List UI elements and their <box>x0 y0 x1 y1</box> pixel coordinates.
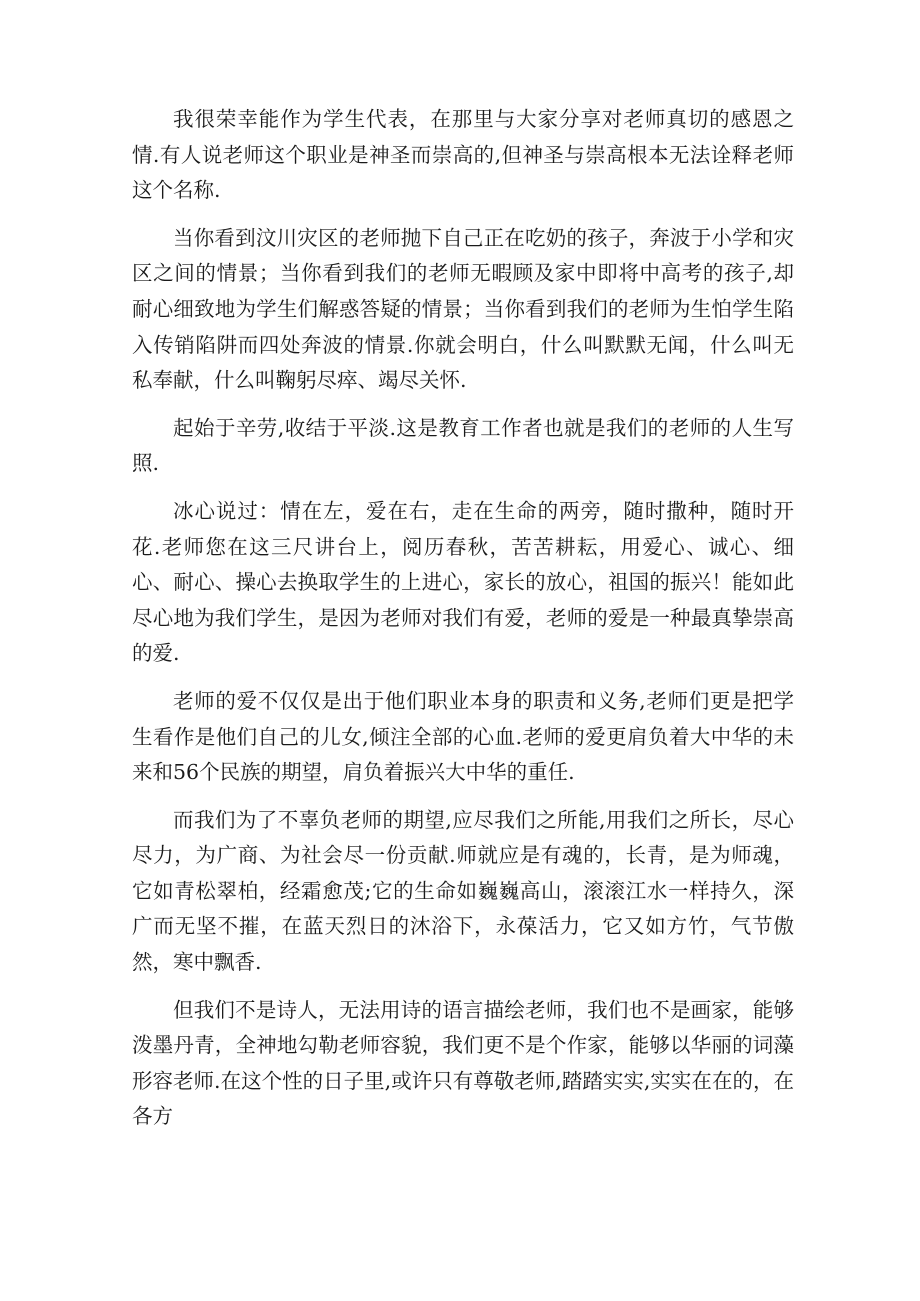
paragraph-6: 而我们为了不辜负老师的期望,应尽我们之所能,用我们之所长，尽心尽力，为广商、为社会尽一份贡献.师就应是有魂的，长青，是为师魂，它如青松翠柏，经霜愈茂;它的生命如巍巍高山，滚滚江水一样持久，深广而无坚不摧，在蓝天烈日的沐浴下，永葆活力，它又如方竹，气节傲然，寒中飘香. <box>132 807 794 975</box>
paragraph-4: 冰心说过：情在左，爱在右，走在生命的两旁，随时撒种，随时开花.老师您在这三尺讲台上，阅历春秋，苦苦耕耘，用爱心、诚心、细心、耐心、操心去换取学生的上进心，家长的放心，祖国的振兴！能如此尽心地为我们学生，是因为老师对我们有爱，老师的爱是一种最真挚崇高的爱. <box>132 498 794 666</box>
paragraph-7: 但我们不是诗人，无法用诗的语言描绘老师，我们也不是画家，能够泼墨丹青，全神地勾勒老师容貌，我们更不是个作家，能够以华丽的词藻形容老师.在这个性的日子里,或许只有尊敬老师,踏踏实实,实实在在的，在各方 <box>132 997 794 1129</box>
paragraph-5: 老师的爱不仅仅是出于他们职业本身的职责和义务,老师们更是把学生看作是他们自己的儿女,倾注全部的心血.老师的爱更肩负着大中华的未来和56个民族的期望，肩负着振兴大中华的重任. <box>132 688 794 785</box>
document-body <box>132 102 794 1147</box>
paragraph-2: 当你看到汶川灾区的老师抛下自己正在吃奶的孩子，奔波于小学和灾区之间的情景；当你看到我们的老师无暇顾及家中即将中高考的孩子,却耐心细致地为学生们解惑答疑的情景；当你看到我们的老师为生怕学生陷入传销陷阱而四处奔波的情景.你就会明白，什么叫默默无闻，什么叫无私奉献，什么叫鞠躬尽瘁、竭尽关怀. <box>132 225 794 393</box>
paragraph-3: 起始于辛劳,收结于平淡.这是教育工作者也就是我们的老师的人生写照. <box>132 415 794 476</box>
paragraph-1: 我很荣幸能作为学生代表，在那里与大家分享对老师真切的感恩之情.有人说老师这个职业是神圣而崇高的,但神圣与崇高根本无法诠释老师这个名称. <box>132 107 794 203</box>
